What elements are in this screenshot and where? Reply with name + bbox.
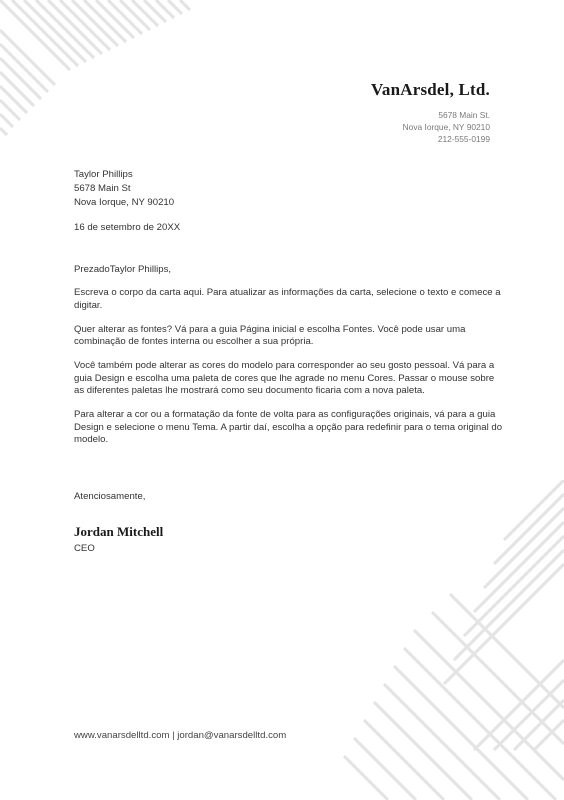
company-address-line2: Nova Iorque, NY 90210	[402, 122, 490, 132]
company-phone: 212-555-0199	[437, 134, 490, 144]
letter-body	[74, 264, 504, 458]
letter-date: 16 de setembro de 20XX	[74, 222, 181, 233]
company-address	[403, 109, 490, 145]
company-address-line1: 5678 Main St.	[438, 110, 490, 120]
recipient-city: Nova Iorque, NY 90210	[74, 197, 175, 208]
decorative-stripes-top	[0, 0, 200, 160]
sender-title: CEO	[74, 543, 95, 554]
recipient-name: Taylor Phillips	[74, 169, 133, 180]
greeting: PrezadoTaylor Phillips,	[74, 264, 172, 275]
body-paragraph: Você também pode alterar as cores do modelo para corresponder ao seu gosto pessoal. Vá para a guia Design e escolha uma paleta de cores que lhe agrade no menu Cores. Passar o mouse sobre as diferentes paletas lhe mostrará como seu documento ficaria com a nova paleta.	[74, 359, 495, 397]
footer-contact: www.vanarsdelltd.com | jordan@vanarsdelltd.com	[74, 730, 287, 741]
body-paragraph: Quer alterar as fontes? Vá para a guia Página inicial e escolha Fontes. Você pode usar uma combinação de fontes interna ou escolher a sua própria.	[74, 323, 466, 348]
sender-name: Jordan Mitchell	[74, 524, 164, 539]
company-name: VanArsdel, Ltd.	[370, 80, 490, 99]
decorative-stripes-bottom	[334, 480, 564, 800]
recipient-street: 5678 Main St	[74, 183, 131, 194]
closing: Atenciosamente,	[74, 491, 146, 502]
body-paragraph: Para alterar a cor ou a formatação da fonte de volta para as configurações originais, vá para a guia Design e selecione o menu Tema. A partir daí, escolha a opção para redefinir para o tema original do modelo.	[74, 408, 503, 446]
recipient-block	[74, 168, 174, 210]
body-paragraph: Escreva o corpo da carta aqui. Para atualizar as informações da carta, selecione o texto e comece a digitar.	[74, 287, 501, 312]
